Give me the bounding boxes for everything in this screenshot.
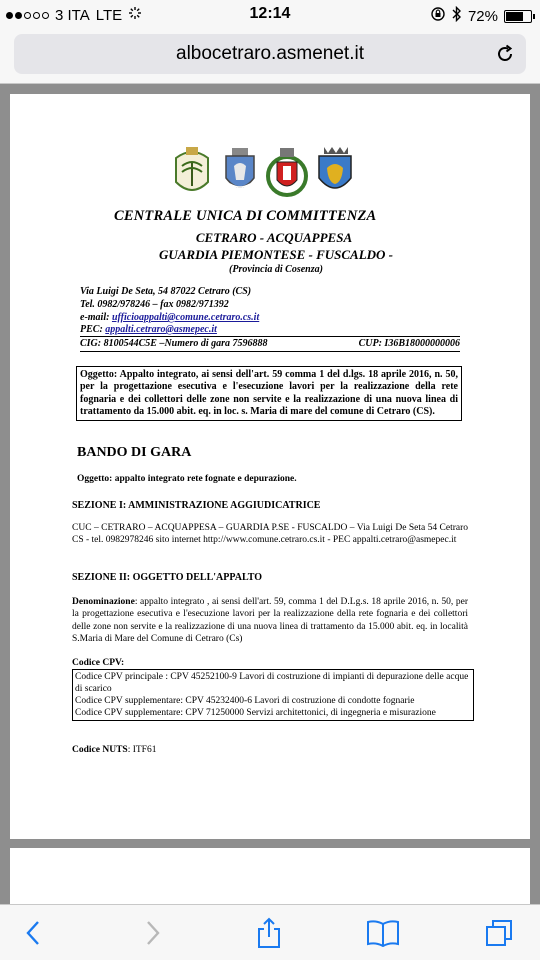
back-icon[interactable] [16,917,50,949]
cpv-box [72,669,474,721]
rotation-lock-icon [430,6,446,26]
pec-link[interactable]: appalti.cetraro@asmepec.it [105,324,217,335]
denominazione: Denominazione: appalto integrato , ai sensi dell'art. 59, comma 1 del D.Lg.s. 18 aprile 2016, n. 50, per la progettazione esecutiva e l'esecuzione lavori per la realizzazione della rete fognaria e dei collettori delle zone non servite e la realizzazione di una nuova linea di trattamento da 15.000 abit. eq. in località S.Maria di Mare del Comune di Cetraro (Cs) [72,597,468,644]
url-text: albocetraro.asmenet.it [176,43,364,64]
bookmarks-icon[interactable] [366,917,400,949]
crest-fuscaldo-icon [314,144,356,198]
cpv-line: Codice CPV principale : CPV 45252100-9 Lavori di costruzione di impianti di depurazione delle acque di scarico [75,672,469,694]
cpv-line: Codice CPV supplementare: CPV 45232400-6 Lavori di costruzione di condotte fognarie [75,696,415,706]
phone-fax: Tel. 0982/978246 – fax 0982/971392 [80,299,229,310]
province: (Provincia di Cosenza) [229,264,323,275]
document-page [10,94,530,839]
section-1-title: SEZIONE I: AMMINISTRAZIONE AGGIUDICATRICE [72,500,321,511]
divider [80,336,460,337]
share-icon[interactable] [252,917,286,949]
section-2-title: SEZIONE II: OGGETTO DELL'APPALTO [72,572,262,583]
org-title: CENTRALE UNICA DI COMMITTENZA [114,208,377,224]
email-link[interactable]: ufficioappalti@comune.cetraro.cs.it [111,312,260,323]
address: Via Luigi De Seta, 54 87022 Cetraro (CS) [80,286,252,297]
towns-line-1: CETRARO - ACQUAPPESA [195,230,353,245]
subject-box: Oggetto: Appalto integrato, ai sensi dell'art. 59 comma 1 del d.lgs. 18 aprile 2016, n. 50, per la progettazione esecutiva e l'esecuzione lavori per la realizzazione della rete fognaria e dei collettori delle zone non servite e la realizzazione di una nuova linea di trattamento da 15.000 abit. eq. in loc. s. Maria di mare del comune di Cetraro (CS). [76,366,462,421]
clock: 12:14 [249,5,291,22]
towns-line-2: GUARDIA PIEMONTESE - FUSCALDO - [158,247,394,262]
email-line: e-mail: ufficioappalti@comune.cetraro.cs.it [80,312,260,323]
cpv-title: Codice CPV: [72,658,125,668]
browser-toolbar [0,904,540,960]
battery-percent: 72% [467,7,498,25]
cpv-line: Codice CPV supplementare: CPV 71250000 Servizi architettonici, di ingegneria e misurazione [75,708,436,718]
pec-line: PEC: appalti.cetraro@asmepec.it [80,324,217,335]
forward-icon[interactable] [136,917,170,949]
carrier-label: 3 ITA [55,6,90,24]
url-field[interactable] [14,34,526,74]
section-1-text: CUC – CETRARO – ACQUAPPESA – GUARDIA P.SE - FUSCALDO – Via Luigi De Seta 54 Cetraro CS - tel. 0982978246 sito internet http://www.comune.cetraro.cs.it - PEC appalti.cetraro@asmepec.it [72,523,468,546]
crest-acquappesa-icon [220,144,260,198]
notice-title: BANDO DI GARA [77,445,192,460]
status-bar [0,0,540,30]
cig-number: CIG: 8100544C5E –Numero di gara 7596888 [80,338,268,349]
document-page-2 [10,848,530,908]
network-label: LTE [95,6,123,24]
battery-icon [504,10,532,23]
bluetooth-icon [452,6,462,26]
subject-short: Oggetto: appalto integrato rete fognate e depurazione. [77,474,297,484]
crest-cetraro-icon [170,144,214,198]
tabs-icon[interactable] [482,917,516,949]
crest-guardia-icon [266,144,308,198]
municipal-crests [170,144,356,198]
address-bar [0,30,540,84]
cup-number: CUP: I36B18000000006 [358,338,460,349]
divider [80,351,460,352]
cig-cup-line [80,338,460,349]
nuts-code: Codice NUTS: ITF61 [72,745,157,755]
reload-icon[interactable] [494,43,516,65]
